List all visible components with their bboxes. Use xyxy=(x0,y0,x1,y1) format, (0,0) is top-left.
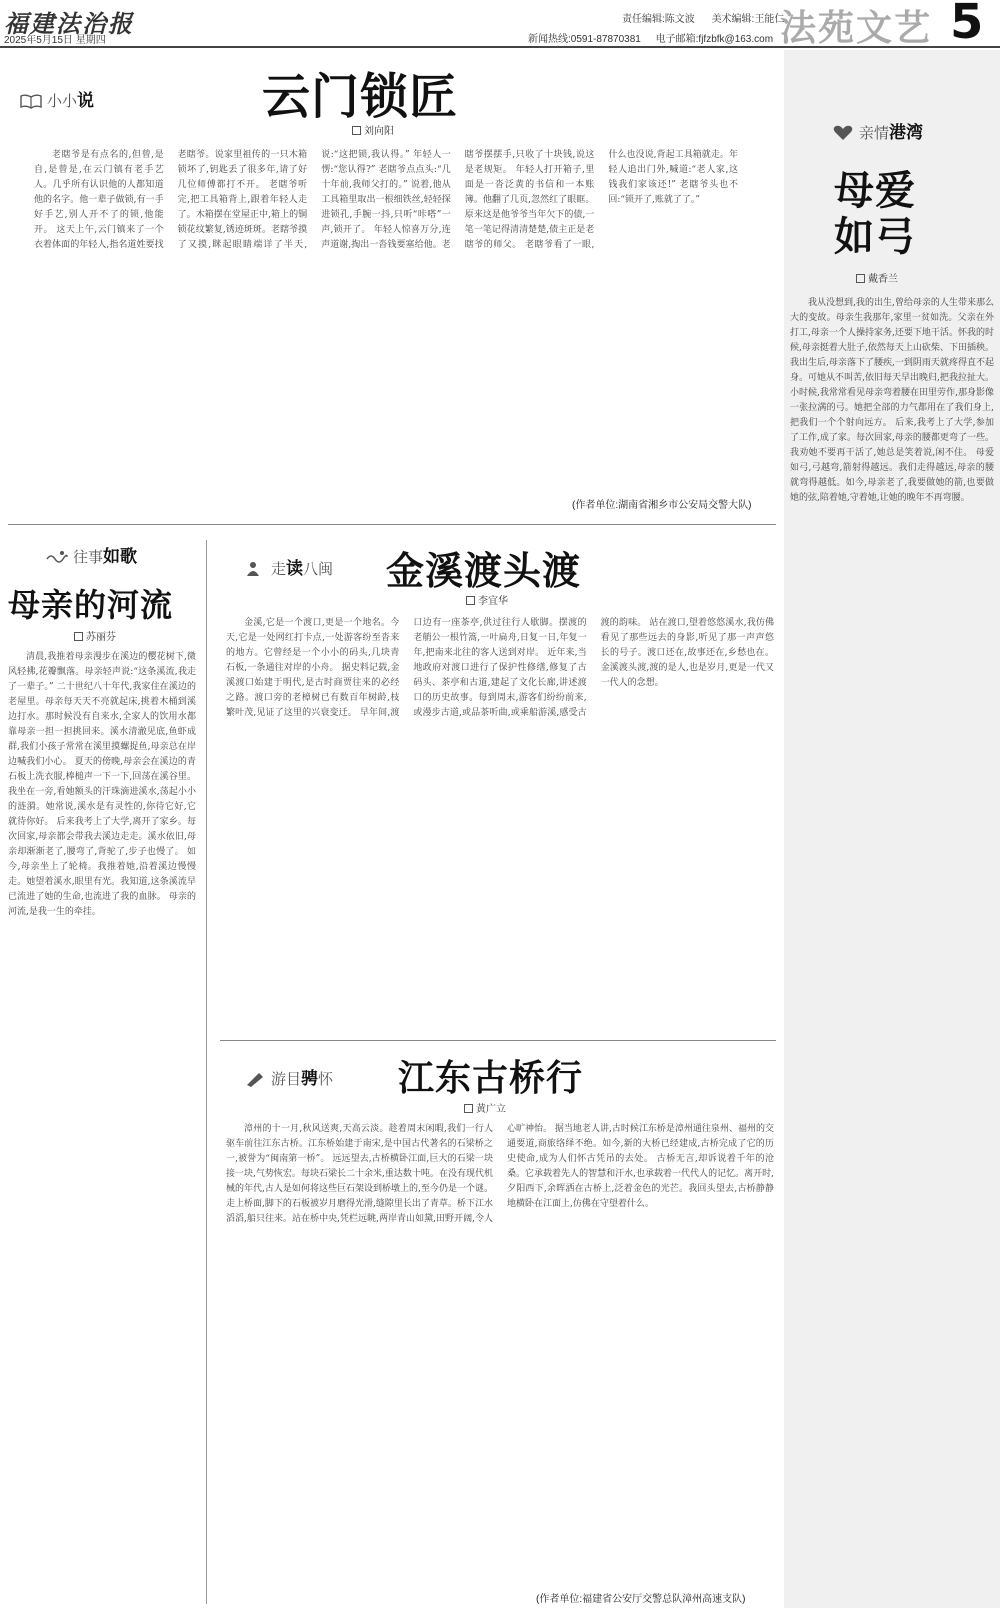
newspaper-logo: 福建法治报 xyxy=(4,9,134,38)
divider xyxy=(220,1040,776,1041)
article-author-motherly-love: 戴香兰 xyxy=(856,270,898,285)
article-author-jiangdong-bridge: 黄广立 xyxy=(464,1100,506,1115)
title-line-2: 如弓 xyxy=(834,214,916,260)
article-credit-yunmen: (作者单位:湖南省湘乡市公安局交警大队) xyxy=(572,500,752,511)
article-title-motherly-love xyxy=(834,168,916,260)
column-label-travel-notes: 游目骋怀 xyxy=(244,1064,333,1089)
article-body-jiangdong-bridge: 漳州的十一月,秋风送爽,天高云淡。趁着周末闲暇,我们一行人驱车前往江东古桥。江东桥始建于南宋,是中国古代著名的石梁桥之一,被誉为“闽南第一桥”。 远远望去,古桥横卧江面,巨大的石梁一块接一块,气势恢宏。每块石梁长二十余米,重达数十吨。在没有现代机械的年代,古人是如何将这些巨石架设到桥墩上的,至今仍是一个谜。 走上桥面,脚下的石板被岁月磨得光滑,缝隙里长出了青草。桥下江水滔滔,船只往来。站在桥中央,凭栏远眺,两岸青山如黛,田野开阔,令人心旷神怡。 据当地老人讲,古时候江东桥是漳州通往泉州、福州的交通要道,商旅络绎不绝。如今,新的大桥已经建成,古桥完成了它的历史使命,成为人们怀古凭吊的去处。 古桥无言,却诉说着千年的沧桑。它承载着先人的智慧和汗水,也承载着一代代人的记忆。离开时,夕阳西下,余晖洒在古桥上,泛着金色的光芒。我回头望去,古桥静静地横卧在江面上,仿佛在守望着什么。 xyxy=(226,1124,774,1224)
column-label-memories: 往事如歌 xyxy=(46,542,137,567)
article-author-jinxi-ferry: 李宜华 xyxy=(466,592,508,607)
article-title-mothers-river: 母亲的河流 xyxy=(8,586,174,624)
heart-icon xyxy=(832,125,854,141)
editor-credits xyxy=(608,10,784,25)
section-title: 法苑文艺 xyxy=(780,7,933,49)
masthead xyxy=(0,0,1000,48)
title-line-1: 母爱 xyxy=(834,168,916,214)
article-title-jiangdong-bridge: 江东古桥行 xyxy=(398,1058,584,1099)
contact-info xyxy=(516,30,773,45)
article-body-motherly-love: 我从没想到,我的出生,曾给母亲的人生带来那么大的变故。母亲生我那年,家里一贫如洗。父亲在外打工,母亲一个人操持家务,还要下地干活。怀我的时候,母亲挺着大肚子,依然每天上山砍柴、下田插秧。 我出生后,母亲落下了腰疾,一到阴雨天就疼得直不起身。可她从不叫苦,依旧每天早出晚归,把我拉扯大。 小时候,我常常看见母亲弯着腰在田里劳作,那身影像一张拉满的弓。她把全部的力气都用在了我们身上,把我们一个个射向远方。 后来,我考上了大学,参加了工作,成了家。每次回家,母亲的腰都更弯了一些。我劝她不要再干活了,她总是笑着说,闲不住。 母爱如弓,弓越弯,箭射得越远。我们走得越远,母亲的腰就弯得越低。如今,母亲老了,我要做她的箭,也要做她的弦,陪着她,守着她,让她的晚年不再弯腰。 xyxy=(790,298,994,503)
article-body-yunmen: 老瞎爷是有点名的,但曾,是自,是曾是,在云门镇有老手艺人。几乎所有认识他的人都知道他的名字。他一辈子做锁,有一手好手艺,别人开不了的锁,他能开。 这天上午,云门镇来了一个衣着体面的年轻人,指名道姓要找老瞎爷。说家里祖传的一只木箱锁坏了,钥匙丢了很多年,请了好几位师傅都打不开。 老瞎爷听完,把工具箱背上,跟着年轻人走了。木箱摆在堂屋正中,箱上的铜锁花纹繁复,锈迹斑斑。老瞎爷摸了又摸,眯起眼睛端详了半天,说:“这把锁,我认得。” 年轻人一愣:“您认得?” 老瞎爷点点头:“几十年前,我师父打的。” 说着,他从工具箱里取出一根细铁丝,轻轻探进锁孔,手腕一抖,只听“咔嗒”一声,锁开了。 年轻人惊喜万分,连声道谢,掏出一沓钱要塞给他。老瞎爷摆摆手,只收了十块钱,说这是老规矩。 年轻人打开箱子,里面是一沓泛黄的书信和一本账簿。他翻了几页,忽然红了眼眶。原来这是他爷爷当年欠下的债,一笔一笔记得清清楚楚,债主正是老瞎爷的师父。 老瞎爷看了一眼,什么也没说,背起工具箱就走。年轻人追出门外,喊道:“老人家,这钱我们家该还!” 老瞎爷头也不回:“锁开了,账就了了。” xyxy=(34,150,738,250)
issue-date: 2025年5月15日 星期四 xyxy=(4,35,106,46)
editor-responsible: 责任编辑:陈文波 xyxy=(622,14,695,25)
article-body-mothers-river: 清晨,我推着母亲漫步在溪边的樱花树下,微风轻拂,花瓣飘落。母亲轻声说:“这条溪流,我走了一辈子。” 二十世纪八十年代,我家住在溪边的老屋里。母亲每天天不亮就起床,挑着木桶到溪边打水。那时候没有自来水,全家人的饮用水都靠母亲一担一担挑回来。溪水清澈见底,鱼虾成群,我们小孩子常常在溪里摸螺捉鱼,母亲总在岸边喊我们小心。 夏天的傍晚,母亲会在溪边的青石板上洗衣服,棒槌声一下一下,回荡在溪谷里。我坐在一旁,看她额头的汗珠滴进溪水,荡起小小的涟漪。她常说,溪水是有灵性的,你待它好,它就待你好。 后来我考上了大学,离开了家乡。每次回家,母亲都会带我去溪边走走。溪水依旧,母亲却渐渐老了,腰弯了,背驼了,步子也慢了。 如今,母亲坐上了轮椅。我推着她,沿着溪边慢慢走。她望着溪水,眼里有光。我知道,这条溪流早已流进了她的生命,也流进了我的血脉。 母亲的河流,是我一生的牵挂。 xyxy=(8,652,196,917)
article-title-jinxi-ferry: 金溪渡头渡 xyxy=(386,549,582,593)
person-icon xyxy=(244,561,266,577)
article-title-yunmen: 云门锁匠 xyxy=(262,69,459,125)
column-label-short-story: 小小说 xyxy=(20,86,94,111)
page-number: 5 xyxy=(950,0,984,50)
book-icon xyxy=(20,93,42,109)
article-credit-jiangdong-bridge: (作者单位:福建省公安厅交警总队漳州高速支队) xyxy=(536,1594,746,1605)
wave-icon xyxy=(46,549,68,565)
contact-email: 电子邮箱:fjfzbfk@163.com xyxy=(655,34,774,45)
pen-icon xyxy=(244,1071,266,1087)
column-label-fujian-travel: 走读八闽 xyxy=(244,554,333,579)
column-label-family: 亲情港湾 xyxy=(832,118,923,143)
divider xyxy=(206,540,207,1604)
article-body-jinxi-ferry: 金溪,它是一个渡口,更是一个地名。今天,它是一处网红打卡点,一处游客纷至沓来的地方。它曾经是一个小小的码头,几块青石板,一条通往对岸的小舟。 据史料记载,金溪渡口始建于明代,是古时商贾往来的必经之路。渡口旁的老樟树已有数百年树龄,枝繁叶茂,见证了这里的兴衰变迁。 早年间,渡口边有一座茶亭,供过往行人歇脚。摆渡的老艄公一根竹篙,一叶扁舟,日复一日,年复一年,把南来北往的客人送到对岸。 近年来,当地政府对渡口进行了保护性修缮,修复了古码头、茶亭和古道,建起了文化长廊,讲述渡口的历史故事。每到周末,游客们纷纷前来,或漫步古道,或品茶听曲,或乘船游溪,感受古渡的韵味。 站在渡口,望着悠悠溪水,我仿佛看见了那些远去的身影,听见了那一声声悠长的号子。渡口还在,故事还在,乡愁也在。 金溪渡头渡,渡的是人,也是岁月,更是一代又一代人的念想。 xyxy=(226,618,774,718)
news-hotline: 新闻热线:0591-87870381 xyxy=(528,34,641,45)
divider xyxy=(8,524,776,525)
article-author-yunmen: 刘向阳 xyxy=(352,122,394,137)
editor-art: 美术编辑:王能仁 xyxy=(711,14,785,25)
article-author-mothers-river: 苏丽芬 xyxy=(74,628,116,643)
